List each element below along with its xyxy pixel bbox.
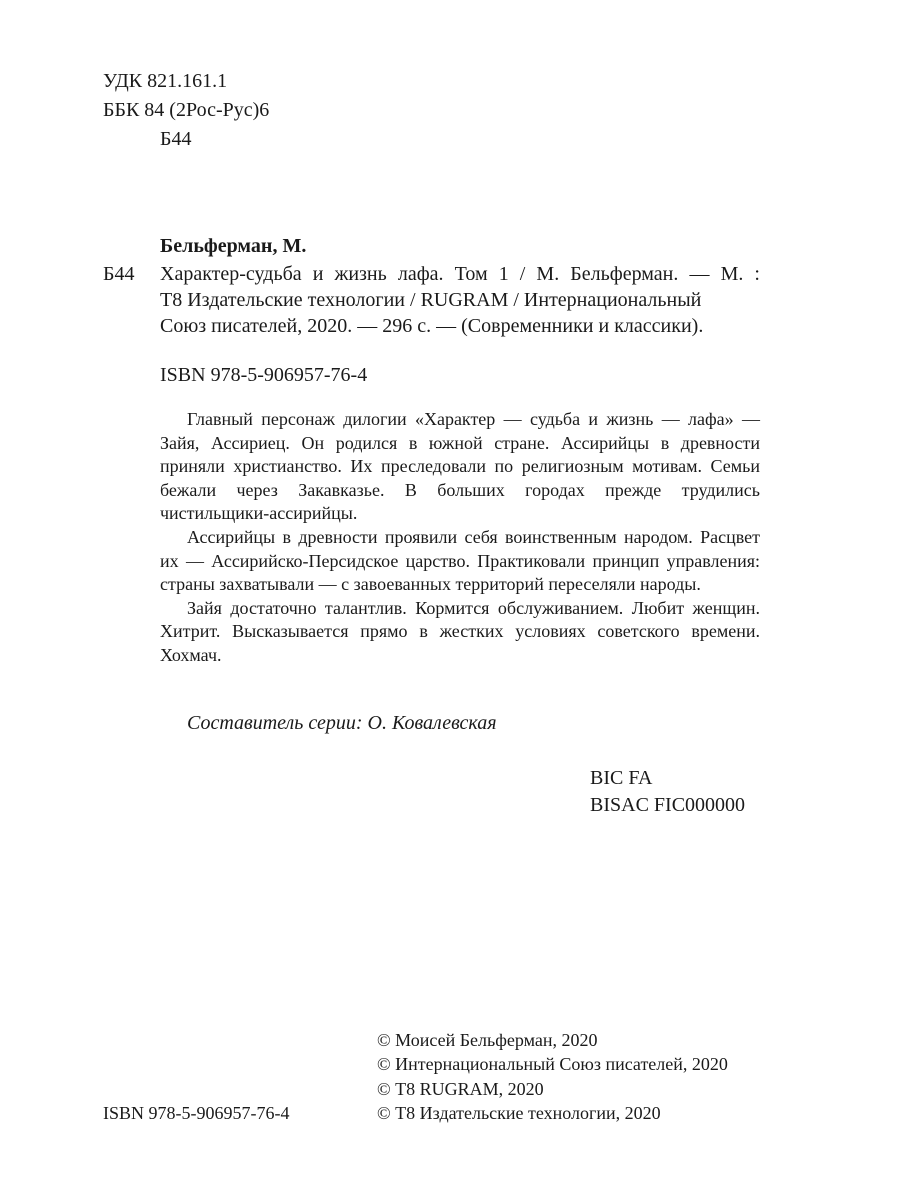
side-author-mark: Б44 (103, 263, 135, 285)
copyright-line: © Моисей Бельферман, 2020 (377, 1030, 598, 1050)
bibliographic-description (160, 261, 760, 287)
entry-line-3: Союз писателей, 2020. — 296 с. — (Современники и классики). (160, 315, 704, 337)
copyright-line: © Т8 RUGRAM, 2020 (377, 1079, 544, 1099)
entry-isbn: ISBN 978-5-906957-76-4 (160, 364, 368, 386)
annotation-paragraph: Зайя достаточно талантлив. Кормится обслуживанием. Любит женщин. Хитрит. Высказывается прямо в жестких условиях советского времени. Хохмач. (160, 597, 760, 665)
annotation (160, 408, 760, 668)
entry-line-1: Характер-судьба и жизнь лафа. Том 1 / М. Бельферман. — М. : (160, 263, 760, 285)
copyright-line: © Интернациональный Союз писателей, 2020 (377, 1054, 728, 1074)
bic-code: BIC FA (590, 767, 653, 789)
udk-code: УДК 821.161.1 (103, 70, 228, 92)
copyright-line: © Т8 Издательские технологии, 2020 (377, 1103, 661, 1123)
bisac-code: BISAC FIC000000 (590, 794, 746, 816)
bbk-code: ББК 84 (2Рос-Рус)6 (103, 99, 270, 121)
author-heading: Бельферман, М. (160, 235, 307, 257)
annotation-paragraph: Ассирийцы в древности проявили себя воинственным народом. Расцвет их — Ассирийско-Персидское царство. Практиковали принцип управления: страны захватывали — с завоеванных территорий переселяли народы. (160, 526, 760, 595)
footer-isbn: ISBN 978-5-906957-76-4 (103, 1103, 290, 1123)
annotation-paragraph: Главный персонаж дилогии «Характер — судьба и жизнь — лафа» — Зайя, Ассириец. Он родился в южной стране. Ассирийцы в древности приняли христианство. Их преследовали по религиозным мотивам. Семьи бежали через Закавказье. В больших городах прежде трудились чистильщики-ассирийцы. (160, 409, 760, 524)
series-compiler: Составитель серии: О. Ковалевская (187, 712, 497, 734)
entry-line-2: Т8 Издательские технологии / RUGRAM / Интернациональный (160, 289, 702, 311)
author-mark: Б44 (160, 128, 192, 150)
